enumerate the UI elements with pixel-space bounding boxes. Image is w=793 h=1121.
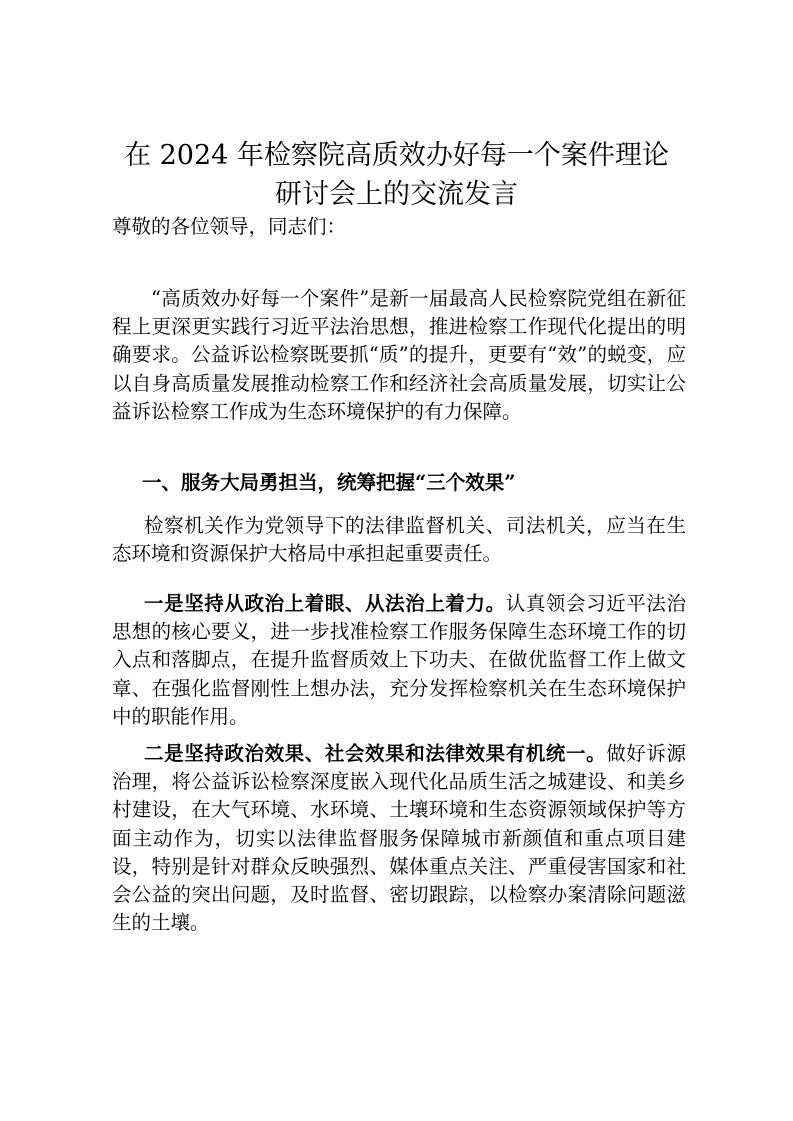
point-2-lead: 二是坚持政治效果、社会效果和法律效果有机统一。 xyxy=(144,742,607,765)
point-1-lead: 一是坚持从政治上着眼、从法治上着力。 xyxy=(144,592,506,615)
section-heading-1: 一、服务大局勇担当，统筹把握“三个效果” xyxy=(142,471,516,494)
title-line-2: 研讨会上的交流发言 xyxy=(275,179,518,210)
point-2-body: 做好诉源治理，将公益诉讼检察深度嵌入现代化品质生活之城建设、和美乡村建设，在大气环境、水环境、土壤环境和生态资源领域保护等方面主动作为，切实以法律监督服务保障城市新颜值和重点项目建设，特别是针对群众反映强烈、媒体重点关注、严重侵害国家和社会公益的突出问题，及时监督、密切跟踪，以检察办案清除问题滋生的土壤。 xyxy=(112,742,686,935)
paragraph-intro: “高质效办好每一个案件”是新一届最高人民检察院党组在新征程上更深更实践行习近平法治思想，推进检察工作现代化提出的明确要求。公益诉讼检察既要抓“质”的提升，更要有“效”的蜕变，应以自身高质量发展推动检察工作和经济社会高质量发展，切实让公益诉讼检察工作成为生态环境保护的有力保障。 xyxy=(112,287,686,423)
title-line-1: 在 2024 年检察院高质效办好每一个案件理论 xyxy=(124,140,669,171)
paragraph-point-2 xyxy=(112,740,686,937)
paragraph-point-1 xyxy=(112,590,686,731)
point-1-body: 认真领会习近平法治思想的核心要义，进一步找准检察工作服务保障生态环境工作的切入点和落脚点，在提升监督质效上下功夫、在做优监督工作上做文章、在强化监督刚性上想办法，充分发挥检察机关在生态环境保护中的职能作用。 xyxy=(112,592,686,728)
salutation: 尊敬的各位领导，同志们： xyxy=(112,215,347,238)
paragraph-section-1-intro: 检察机关作为党领导下的法律监督机关、司法机关，应当在生态环境和资源保护大格局中承担起重要责任。 xyxy=(112,514,686,566)
document-title xyxy=(100,136,693,214)
